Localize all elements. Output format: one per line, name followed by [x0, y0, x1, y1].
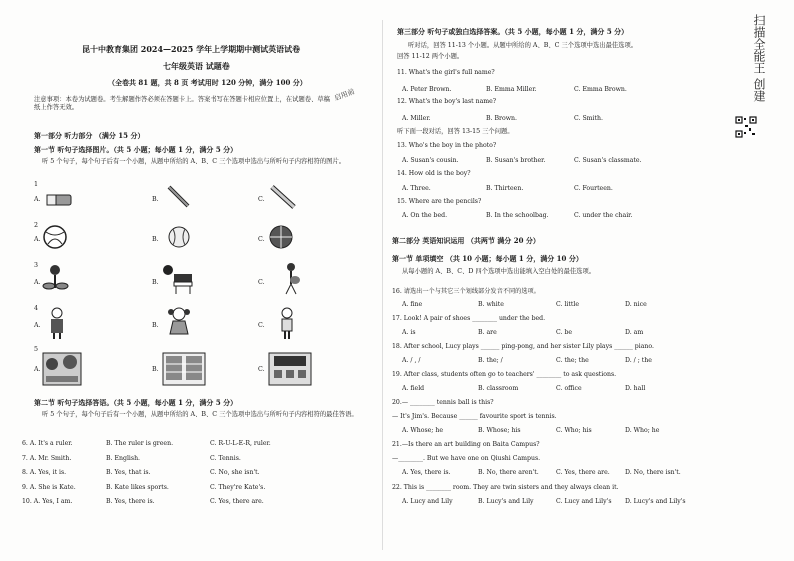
qr-code-icon: [735, 116, 757, 138]
question-stem: 13. Who's the boy in the photo?: [397, 142, 497, 149]
option[interactable]: C. office: [556, 385, 582, 392]
option[interactable]: D. hall: [625, 385, 646, 392]
exam-title: 昆十中教育集团 2024—2025 学年上学期期中测试英语试卷: [82, 44, 301, 54]
option[interactable]: A. Lucy and Lily: [402, 498, 453, 505]
pic-row-num: 2: [34, 222, 39, 229]
option-letter: A.: [34, 196, 41, 203]
option[interactable]: A. fine: [402, 301, 423, 308]
part1b-heading: 第三部分 听句子或独白选择答案。（共 5 小题，每小题 1 分，满分 5 分）: [397, 27, 629, 36]
option[interactable]: C. Lucy and Lily's: [556, 498, 612, 505]
option[interactable]: C. Tennis.: [210, 455, 241, 462]
part1b-instr1b: 回答 11-12 两个小题。: [397, 53, 464, 60]
option[interactable]: C. be: [556, 329, 573, 336]
pic-row-num: 4: [34, 305, 39, 312]
scanner-watermark: 扫描全能王 创建: [752, 14, 766, 102]
option[interactable]: D. nice: [625, 301, 647, 308]
option-letter: A.: [34, 236, 41, 243]
option[interactable]: A. Three.: [402, 185, 431, 192]
part2-heading: 第二部分 英语知识运用 （共两节 满分 20 分）: [392, 236, 540, 245]
option[interactable]: B. In the schoolbag.: [486, 212, 549, 219]
option[interactable]: A. is: [402, 329, 416, 336]
option[interactable]: 8. A. Yes, it is.: [22, 469, 67, 476]
option-letter: B.: [152, 366, 159, 373]
option-letter: C.: [258, 366, 265, 373]
classroom-icon: [268, 352, 312, 386]
pic-row-num: 3: [34, 262, 39, 269]
option[interactable]: C. Yes, there are.: [210, 498, 264, 505]
option[interactable]: C. Susan's classmate.: [574, 157, 642, 164]
option[interactable]: C. They're Kate's.: [210, 484, 266, 491]
option[interactable]: C. Emma Brown.: [574, 86, 627, 93]
option[interactable]: 9. A. She is Kate.: [22, 484, 76, 491]
ruler-icon: [268, 184, 298, 210]
option[interactable]: 10. A. Yes, I am.: [22, 498, 73, 505]
question-stem: 21.—Is there an art building on Baita Campus?: [392, 441, 540, 448]
option[interactable]: B. English.: [106, 455, 141, 462]
option[interactable]: A. Peter Brown.: [402, 86, 452, 93]
option[interactable]: C. under the chair.: [574, 212, 633, 219]
option[interactable]: A. field: [402, 385, 425, 392]
option[interactable]: B. Susan's brother.: [486, 157, 546, 164]
option[interactable]: B. white: [478, 301, 504, 308]
option[interactable]: B. the; /: [478, 357, 503, 364]
part2-sec1-instr: 从每小题的 A、B、C、D 四个选项中选出能填入空白处的最佳选项。: [402, 268, 596, 275]
question-stem: 18. After school, Lucy plays ______ ping-pong, and her sister Lily plays ______ piano.: [392, 343, 654, 350]
option[interactable]: C. R-U-L-E-R, ruler.: [210, 440, 271, 447]
guitar-icon: [276, 262, 306, 296]
exam-info: （全卷共 81 题，共 8 页 考试用时 120 分钟，满分 100 分）: [108, 78, 307, 87]
exam-notice: 注意事项：本卷为试题卷。考生解题作答必须在答题卡上。答案书写在答题卡相应位置上，在试题卷、草稿纸上作答无效。: [34, 96, 330, 111]
pic-row-num: 1: [34, 181, 39, 188]
part1-heading: 第一部分 听力部分 （满分 15 分）: [34, 131, 145, 140]
question-stem: 14. How old is the boy?: [397, 170, 471, 177]
option-letter: C.: [258, 236, 265, 243]
old-man-icon: [42, 306, 72, 340]
option[interactable]: A. Susan's cousin.: [402, 157, 459, 164]
option-letter: B.: [152, 279, 159, 286]
option-letter: A.: [34, 366, 41, 373]
question-stem: 20.— ________ tennis ball is this?: [392, 399, 494, 406]
option[interactable]: C. little: [556, 301, 580, 308]
part1b-instr1: 听对话，回答 11-13 个小题。从题中所给的 A、B、C 三个选项中选出最佳选项。: [408, 42, 638, 49]
option[interactable]: A. Yes, there is.: [402, 469, 451, 476]
part1-sec2-heading: 第二节 听句子选择答语。（共 5 小题，每小题 1 分，满分 5 分）: [34, 398, 238, 407]
option[interactable]: C. the; the: [556, 357, 589, 364]
option[interactable]: A. On the bed.: [402, 212, 448, 219]
basketball-icon: [266, 224, 296, 250]
option-letter: C.: [258, 322, 265, 329]
part2-sec1-heading: 第一节 单项填空 （共 10 小题；每小题 1 分，满分 10 分）: [392, 254, 583, 263]
question-stem: 11. What's the girl's full name?: [397, 69, 495, 76]
column-divider: [382, 20, 383, 550]
option-letter: B.: [152, 196, 159, 203]
eraser-icon: [44, 186, 74, 212]
option[interactable]: B. Lucy's and Lily: [478, 498, 534, 505]
part1-sec1-instr: 听 5 个句子，每个句子后有一个小题，从题中所给的 A、B、C 三个选项中选出与所听句子内容相符的图片。: [42, 158, 346, 165]
option-letter: B.: [152, 236, 159, 243]
question-stem: 22. This is ________ room. They are twin sisters and they always clean it.: [392, 484, 619, 491]
volleyball-icon: [40, 224, 70, 250]
park-icon: [42, 352, 82, 386]
option[interactable]: B. Thirteen.: [486, 185, 524, 192]
option[interactable]: D. No, there isn't.: [625, 469, 681, 476]
option-letter: C.: [258, 279, 265, 286]
option-letter: A.: [34, 322, 41, 329]
option[interactable]: B. Yes, there is.: [106, 498, 155, 505]
question-line2: —________. But we have one on Qiushi Campus.: [392, 455, 541, 462]
option[interactable]: B. Whose; his: [478, 427, 521, 434]
question-stem: 16. 请选出一个与其它三个划线部分发音不同的选项。: [392, 288, 540, 295]
option[interactable]: B. are: [478, 329, 497, 336]
boy-icon: [272, 306, 302, 340]
question-stem: 19. After class, students often go to teachers' ________ to ask questions.: [392, 371, 617, 378]
option-letter: A.: [34, 279, 41, 286]
option[interactable]: B. Yes, that is.: [106, 469, 151, 476]
pic-row-num: 5: [34, 346, 39, 353]
option[interactable]: B. Emma Miller.: [486, 86, 537, 93]
baseball-icon: [164, 224, 194, 250]
part1-sec1-heading: 第一节 听句子选择图片。（共 5 小题；每小题 1 分，满分 5 分）: [34, 145, 238, 154]
handwritten-stamp: 启用前: [333, 87, 356, 103]
part1-sec2-instr: 听 5 个句子，每个句子后有一个小题，从题中所给的 A、B、C 三个选项中选出与所听句子内容相符的最佳答语。: [42, 411, 358, 418]
piano-icon: [160, 264, 194, 296]
option[interactable]: A. Miller.: [402, 115, 431, 122]
option[interactable]: D. am: [625, 329, 644, 336]
option[interactable]: C. No, she isn't.: [210, 469, 260, 476]
part1b-instr2: 听下面一段对话，回答 13-15 三个问题。: [397, 128, 514, 135]
option-letter: B.: [152, 322, 159, 329]
option[interactable]: C. Who; his: [556, 427, 592, 434]
option[interactable]: C. Smith.: [574, 115, 603, 122]
option[interactable]: A. / , /: [402, 357, 421, 364]
option[interactable]: C. Fourteen.: [574, 185, 613, 192]
question-line2: — It's Jim's. Because ______ favourite sport is tennis.: [392, 413, 557, 420]
question-stem: 12. What's the boy's last name?: [397, 98, 497, 105]
library-icon: [162, 352, 206, 386]
option[interactable]: 7. A. Mr. Smith.: [22, 455, 72, 462]
option[interactable]: B. Kate likes sports.: [106, 484, 169, 491]
option[interactable]: D. Who; he: [625, 427, 660, 434]
question-stem: 17. Look! A pair of shoes ________ under the bed.: [392, 315, 546, 322]
pencil-icon: [164, 184, 194, 210]
option[interactable]: 6. A. It's a ruler.: [22, 440, 73, 447]
option[interactable]: D. / ; the: [625, 357, 652, 364]
option[interactable]: B. No, there aren't.: [478, 469, 539, 476]
question-stem: 15. Where are the pencils?: [397, 198, 482, 205]
option[interactable]: C. Yes, there are.: [556, 469, 610, 476]
option[interactable]: D. Lucy's and Lily's: [625, 498, 686, 505]
option[interactable]: A. Whose; he: [402, 427, 444, 434]
drums-icon: [40, 264, 70, 296]
exam-subtitle: 七年级英语 试题卷: [163, 61, 230, 71]
option[interactable]: B. The ruler is green.: [106, 440, 174, 447]
option[interactable]: B. classroom: [478, 385, 519, 392]
option-letter: C.: [258, 196, 265, 203]
option[interactable]: B. Brown.: [486, 115, 517, 122]
girl-icon: [164, 306, 194, 340]
